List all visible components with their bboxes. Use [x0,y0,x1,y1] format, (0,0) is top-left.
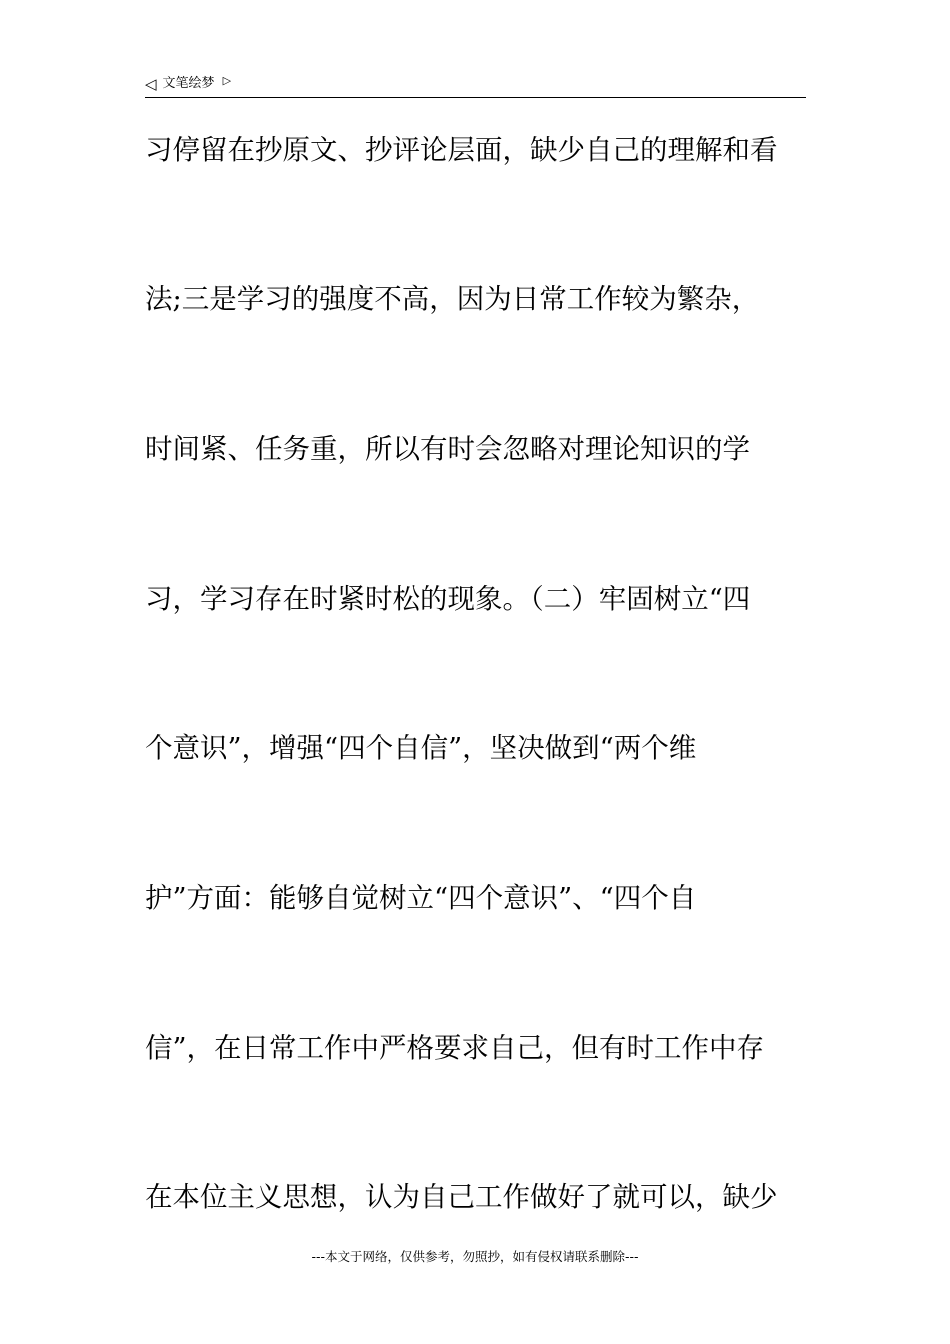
header-title: 文笔绘梦 [162,76,215,91]
triangle-left-icon: ◁ [145,75,157,93]
body-line-5: 个意识”，增强“四个自信”，坚决做到“两个维 [145,732,697,764]
body-line-6: 护”方面：能够自觉树立“四个意识”、“四个自 [145,882,697,914]
body-line-4: 习，学习存在时紧时松的现象。（二）牢固树立“四 [145,583,751,615]
header-rule [145,97,806,98]
page-header [145,74,231,94]
body-line-3: 时间紧、任务重，所以有时会忽略对理论知识的学 [145,433,750,465]
body-line-1: 习停留在抄原文、抄评论层面，缺少自己的理解和看 [145,134,778,166]
body-line-7: 信”，在日常工作中严格要求自己，但有时工作中存 [145,1032,765,1064]
body-line-2: 法;三是学习的强度不高，因为日常工作较为繁杂， [145,283,760,315]
footer-notice: ---本文于网络，仅供参考，勿照抄，如有侵权请联系删除--- [311,1249,639,1264]
body-line-8: 在本位主义思想，认为自己工作做好了就可以，缺少 [145,1181,778,1213]
triangle-right-icon: ▷ [222,74,232,87]
